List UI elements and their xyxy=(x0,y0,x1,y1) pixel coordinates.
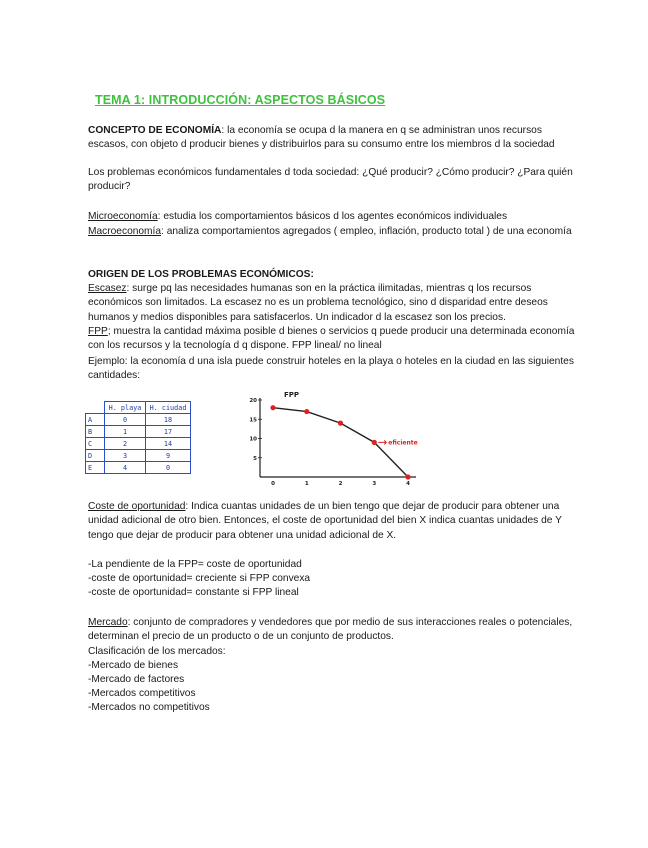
micro-text: : estudia los comportamientos básicos d los agentes económicos individuales xyxy=(157,211,508,222)
table-row-label: B xyxy=(86,426,105,438)
table-row xyxy=(86,450,191,462)
macro-term: Macroeconomía xyxy=(88,226,162,237)
concepto-text: : la economía se ocupa d la manera en q se administran unos recursos escasos, con objeto d producir bienes y distribuirlos para su consumo entre los miembros d la sociedad xyxy=(88,125,555,151)
table-cell-ciudad: 18 xyxy=(146,414,191,426)
coste-list-item: -coste de oportunidad= creciente si FPP convexa xyxy=(88,573,311,584)
table-cell-ciudad: 17 xyxy=(146,426,191,438)
micro-term: Microeconomía xyxy=(88,211,158,222)
coste-paragraph xyxy=(88,500,578,543)
page-title: TEMA 1: INTRODUCCIÓN: ASPECTOS BÁSICOS xyxy=(95,93,386,107)
table-row-label: C xyxy=(86,438,105,450)
table-corner-cell xyxy=(86,402,105,414)
y-tick-label: 15 xyxy=(249,417,257,424)
macro-text: : analiza comportamientos agregados ( empleo, inflación, producto total ) de una economía xyxy=(161,226,572,237)
origen-heading: ORIGEN DE LOS PROBLEMAS ECONÓMICOS: xyxy=(88,269,314,280)
table-header-ciudad: H. ciudad xyxy=(146,402,191,414)
escasez-text: : surge pq las necesidades humanas son en la práctica ilimitadas, mientras q los recursos económicos son limitados. La escasez no es un problema tecnológico, sino d disparidad entre deseos humanos y medios disponibles para satisfacerlos. Un indicador d la escasez son los precios. xyxy=(88,283,548,323)
table-row-label: A xyxy=(86,414,105,426)
problemas-paragraph: Los problemas económicos fundamentales d toda sociedad: ¿Qué producir? ¿Cómo producir? ¿Para quién producir? xyxy=(88,167,573,193)
escasez-term: Escasez xyxy=(88,283,127,294)
coste-list-item: -La pendiente de la FPP= coste de oportunidad xyxy=(88,559,302,570)
mercado-term: Mercado xyxy=(88,617,128,628)
concepto-paragraph xyxy=(88,124,578,153)
mercado-list-item: -Mercados competitivos xyxy=(88,688,196,699)
table-cell-ciudad: 9 xyxy=(146,450,191,462)
fpp-paragraph xyxy=(88,325,578,354)
data-point xyxy=(304,409,309,414)
data-point xyxy=(372,440,377,445)
fpp-text: ; muestra la cantidad máxima posible d bienes o servicios q puede producir una determinada economía con los recursos y la tecnología d q dispone. FPP lineal/ no lineal xyxy=(88,326,575,352)
mercado-list-item: -Mercado de bienes xyxy=(88,660,179,671)
coste-text: : Indica cuantas unidades de un bien tengo que dejar de producir para obtener una unidad adicional de otro bien. Entonces, el coste de oportunidad del bien X indica cuantas unidades de Y tengo que dejar de producir para obtener una unidad adicional de X. xyxy=(88,501,562,541)
table-row-label: D xyxy=(86,450,105,462)
mercado-clasificacion: Clasificación de los mercados: xyxy=(88,646,226,657)
fpp-chart xyxy=(238,388,418,488)
production-table xyxy=(85,401,191,474)
x-tick-label: 4 xyxy=(406,481,410,487)
table-row xyxy=(86,426,191,438)
table-row xyxy=(86,414,191,426)
escasez-paragraph xyxy=(88,282,578,325)
data-point xyxy=(338,421,343,426)
table-cell-playa: 4 xyxy=(105,462,146,474)
mercado-list-item: -Mercado de factores xyxy=(88,674,185,685)
mercado-text: : conjunto de compradores y vendedores que por medio de sus interacciones reales o potenciales, determinan el precio de un producto o de un conjunto de productos. xyxy=(88,617,573,643)
table-row-label: E xyxy=(86,462,105,474)
x-tick-label: 0 xyxy=(271,481,275,487)
ejemplo-paragraph: Ejemplo: la economía d una isla puede construir hoteles en la playa o hoteles en la ciudad en las siguientes cantidades: xyxy=(88,356,574,382)
chart-title: FPP xyxy=(284,391,300,399)
chart-marks xyxy=(249,398,417,487)
table-cell-playa: 3 xyxy=(105,450,146,462)
table-cell-playa: 2 xyxy=(105,438,146,450)
data-point xyxy=(405,474,410,479)
x-tick-label: 2 xyxy=(338,481,343,487)
mercado-paragraph xyxy=(88,616,578,645)
y-tick-label: 20 xyxy=(249,398,257,404)
table-cell-playa: 1 xyxy=(105,426,146,438)
table-cell-ciudad: 14 xyxy=(146,438,191,450)
table-cell-ciudad: 0 xyxy=(146,462,191,474)
concepto-heading: CONCEPTO DE ECONOMÍA xyxy=(88,125,222,136)
table-row xyxy=(86,462,191,474)
y-tick-label: 10 xyxy=(249,436,257,443)
fpp-term: FPP xyxy=(88,326,108,337)
micro-paragraph xyxy=(88,210,578,224)
x-tick-label: 3 xyxy=(372,481,377,487)
table-cell-playa: 0 xyxy=(105,414,146,426)
table-header-row xyxy=(86,402,191,414)
macro-paragraph xyxy=(88,225,578,239)
x-tick-label: 1 xyxy=(304,481,309,487)
table-header-playa: H. playa xyxy=(105,402,146,414)
table-row xyxy=(86,438,191,450)
annotation-label: eficiente xyxy=(388,439,418,447)
coste-list-item: -coste de oportunidad= constante si FPP lineal xyxy=(88,587,299,598)
mercado-list-item: -Mercados no competitivos xyxy=(88,702,210,713)
y-tick-label: 5 xyxy=(253,455,257,462)
data-point xyxy=(270,405,275,410)
coste-term: Coste de oportunidad xyxy=(88,501,186,512)
